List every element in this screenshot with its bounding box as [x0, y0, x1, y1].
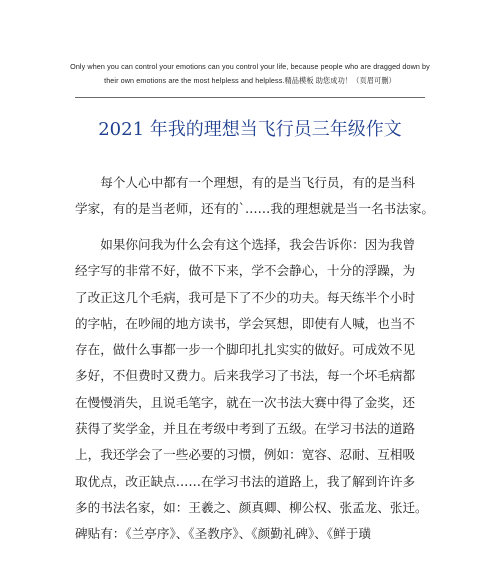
paragraph-line: 多好，不但费时又费力。后来我学习了书法，每一个坏毛病都	[75, 368, 416, 384]
page-header-quote	[70, 60, 430, 88]
paragraph-line: 上，我还学会了一些必要的习惯，例如：宽容、忍耐、互相吸	[75, 447, 416, 463]
header-divider	[75, 97, 425, 98]
paragraph-line: 碑贴有：《兰亭序》、《圣教序》、《颜勤礼碑》、《鲜于璜	[75, 526, 371, 542]
paragraph-line: 如果你问我为什么会有这个选择，我会告诉你：因为我曾	[75, 237, 416, 252]
paragraph-line: 每个人心中都有一个理想，有的是当飞行员，有的是当科	[75, 175, 416, 190]
header-quote-line-1: Only when you can control your emotions can you control your life, because people who are dragged down by	[70, 62, 430, 71]
paragraph-line: 获得了奖学金，并且在考级中考到了五级。在学习书法的道路	[75, 421, 416, 437]
paragraph-line: 的字帖，在吵闹的地方读书，学会冥想，即使有人喊，也当不	[75, 315, 416, 331]
paragraph-line: 存在，做什么事都一步一个脚印扎扎实实的做好。可成效不见	[75, 342, 416, 358]
paragraph-line: 取优点，改正缺点……在学习书法的道路上，我了解到许许多	[75, 473, 416, 489]
paragraph-1	[75, 170, 434, 223]
document-title: 2021 年我的理想当飞行员三年级作文	[98, 119, 402, 140]
paragraph-line: 多的书法名家，如：王羲之、颜真卿、柳公权、张孟龙、张迁。	[75, 499, 428, 515]
paragraph-line: 学家，有的是当老师，还有的`……我的理想就是当一名书法家。	[75, 201, 434, 217]
paragraph-line: 了改正这几个毛病，我可是下了不少的功夫。每天练半个小时	[75, 289, 416, 305]
paragraph-line: 经字写的非常不好，做不下来，学不会静心，十分的浮躁，为	[75, 263, 416, 279]
paragraph-2	[75, 232, 427, 548]
paragraph-line: 在慢慢消失，且说毛笔字，就在一次书法大赛中得了金奖，还	[75, 394, 416, 410]
header-quote-line-2: their own emotions are the most helpless and helpless.精品模板 助您成功！（页眉可删）	[104, 76, 396, 85]
